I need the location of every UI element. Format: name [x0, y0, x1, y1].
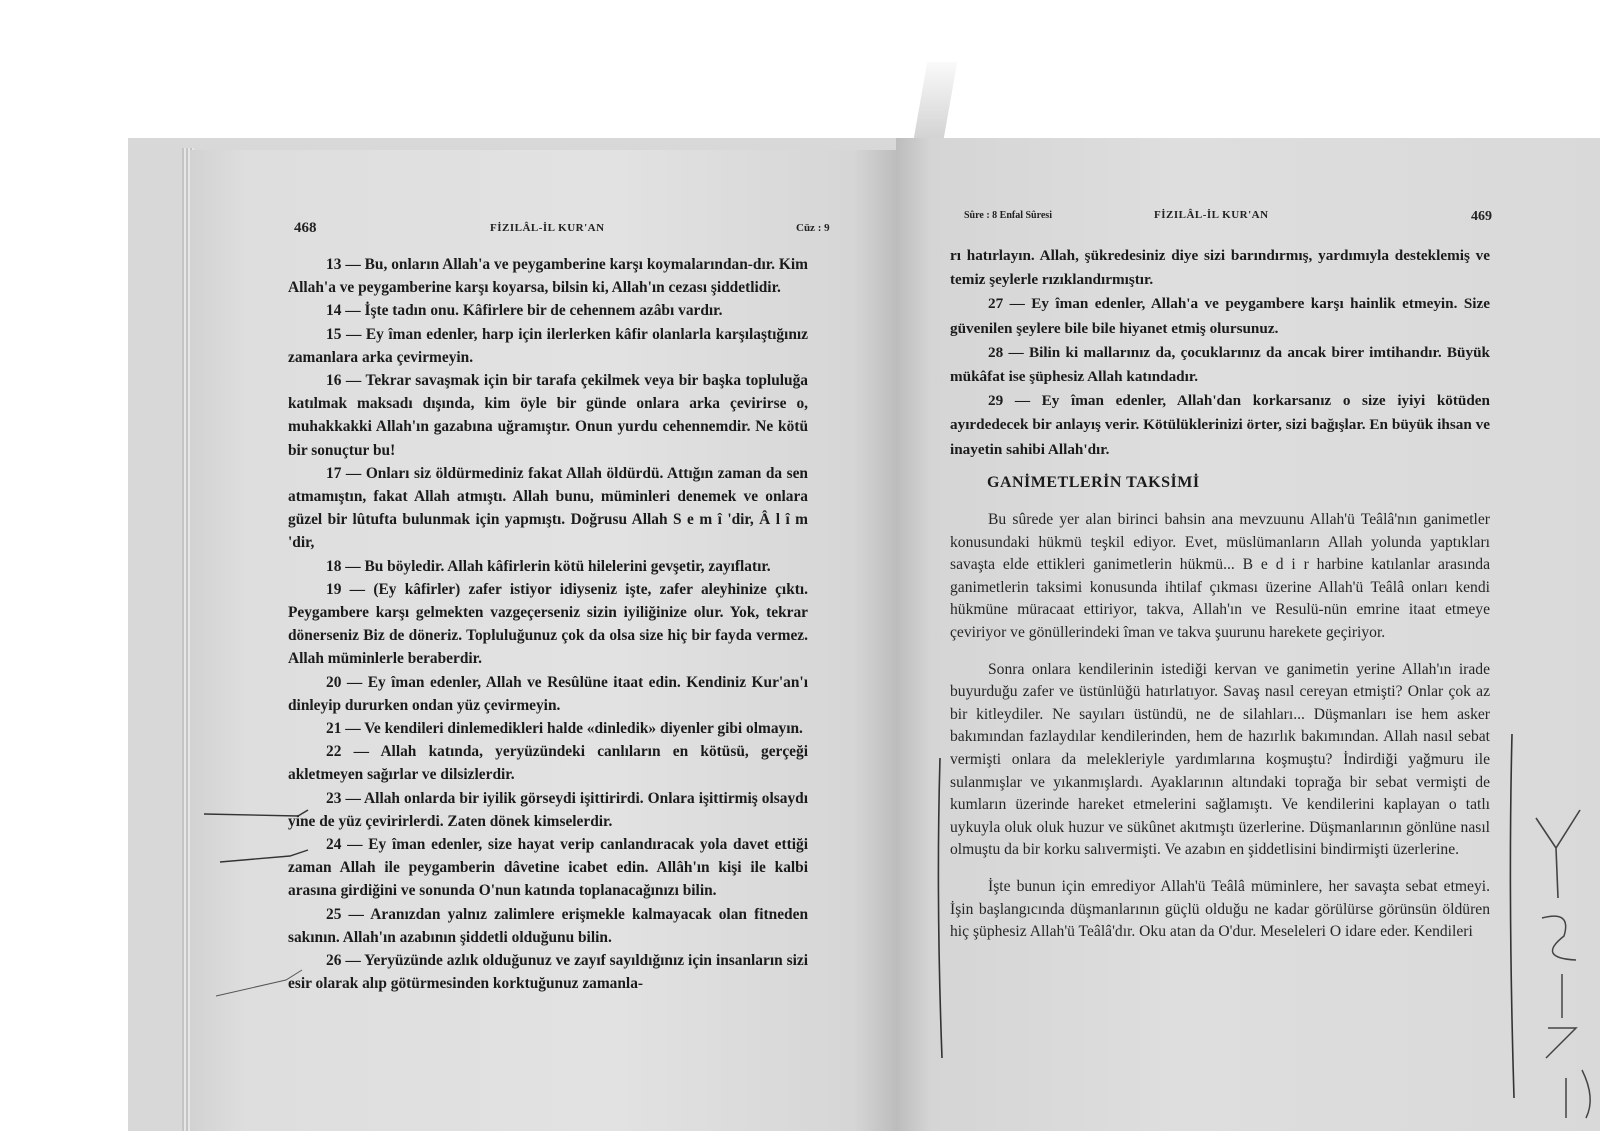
left-juz-label: Cüz : 9 — [796, 222, 830, 234]
verse-paragraph: 13 — Bu, onların Allah'a ve peygamberine karşı koymalarından-dır. Kim Allah'a ve peygamberine karşı koyarsa, bilsin ki, Allah'ın cezası şiddetlidir. — [288, 256, 808, 297]
verse-paragraph: 25 — Aranızdan yalnız zalimlere erişmekle kalmayacak olan fitneden sakının. Allah'ın azabının şiddetli olduğunu bilin. — [288, 905, 808, 946]
right-running-title: FİZILÂL-İL KUR'AN — [1154, 209, 1269, 221]
handwritten-note — [896, 698, 1600, 1131]
right-sura-label: Sûre : 8 Enfal Sûresi — [964, 210, 1052, 221]
verse-paragraph: 24 — Ey îman edenler, size hayat verip canlandıracak yola davet ettiği zaman Allah ile peygamberin dâvetine icabet edin. Allâh'ın kişi ile kalbi arasına girdiğini ve sonunda O'nun katında toplanacağınızı bilin. — [288, 836, 808, 900]
right-page — [896, 138, 1600, 1131]
commentary-paragraph: Bu sûrede yer alan birinci bahsin ana mevzuunu Allah'ü Teâlâ'nın ganimetler konusundaki hükmü teşkil ediyor. Evet, müslümanların Allah yolunda yaptıkları savaşta elde ettikleri ganimetlerin hükmü... B e d i r harbine katılanlar arasında ganimetlerin taksimi konusunda ihtilaf çıkması üzerine Allah'ü Teâlâ onları kendi hükmüne müracaat ettiriyor, takva, Allah'ın ve Resulü-nün emrine itaat etmeye çeviriyor ve gönüllerindeki îman ve takva şuurunu harekete geçiriyor. — [950, 511, 1490, 641]
verse-paragraph: 21 — Ve kendileri dinlemedikleri halde «dinledik» diyenler gibi olmayın. — [326, 720, 803, 738]
verse-paragraph: 29 — Ey îman edenler, Allah'dan korkarsanız o size iyiyi kötüden ayırdedecek bir anlayış verir. Kötülüklerinizi örter, sizi bağışlar. En büyük ihsan ve inayetin sahibi Allah'dır. — [950, 392, 1490, 458]
verse-paragraph: 14 — İşte tadın onu. Kâfirlere bir de cehennem azâbı vardır. — [326, 302, 723, 320]
verse-paragraph: 19 — (Ey kâfirler) zafer istiyor idiyseniz işte, zafer aleyhinize çıktı. Peygambere karşı gelmekten vazgeçerseniz sizin iyiliğinize olur. Yok, tekrar dönerseniz Biz de döneriz. Topluluğunuz çok da olsa size hiç bir fayda vermez. Allah müminlerle beraberdir. — [288, 580, 808, 668]
section-heading: GANİMETLERİN TAKSİMİ — [987, 474, 1200, 491]
pencil-margin-marks — [190, 770, 330, 1020]
verse-paragraph: 26 — Yeryüzünde azlık olduğunuz ve zayıf sayıldığınız için insanların sizi esir olarak alıp götürmesinden korktuğunuz zamanla- — [288, 952, 808, 993]
verse-paragraph: 16 — Tekrar savaşmak için bir tarafa çekilmek veya bir başka topluluğa katılmak maksadı dışında, kim öyle bir günde onlara arka çevirirse o, muhakkakki Allah'ın gazabına uğramıştır. Onun yurdu cehennemdir. Ne kötü bir sonuçtur bu! — [288, 372, 808, 459]
commentary-paragraph: Sonra onlara kendilerinin istediği kervan ve ganimetin yerine Allah'ın irade buyurduğu zafer ve üstünlüğü hatırlatıyor. Savaş nasıl cereyan etmişti? Onlar çok az bir kitleydiler. Ne sayıları üstündü, ne de silahları... Düşmanları ise hem asker bakımından fazlaydılar kendilerinden, hem de hazırlık bakımından. Allah nasıl sebat vermişti onlara da melekleriyle yardımlarına koşmuştu? İndirdiği yağmuru ile sulanmışlar ve yıkanmışlardı. Ayaklarının altındaki toprağa bir sebat vermişti de kumların üzerinde hareket etmelerini sağlamıştı. Ve kendilerini kaplayan o tatlı uykuyla oluk oluk huzur ve sükûnet akıtmıştı üzerlerine. Düşmanlarının gönlüne nasıl olmuştu da bir korku salıvermişti. Ve azabın en şiddetlisini bindirmişti üzerlerine. — [950, 660, 1490, 859]
verse-paragraph: 22 — Allah katında, yeryüzündeki canlıların en kötüsü, gerçeği akletmeyen sağırlar ve dilsizlerdir. — [288, 743, 808, 784]
left-page — [190, 150, 896, 1131]
left-page-number: 468 — [294, 220, 317, 236]
verse-paragraph: 23 — Allah onlarda bir iyilik görseydi işittirirdi. Onlara işittirmiş olsaydı yine de yüz çevirirlerdi. Zaten dönek kimselerdir. — [288, 789, 808, 830]
verse-paragraph: 15 — Ey îman edenler, harp için ilerlerken kâfir olanlarla karşılaştığınız zamanlara arka çevirmeyin. — [288, 325, 808, 366]
verse-paragraph: rı hatırlayın. Allah, şükredesiniz diye sizi barındırmış, yardımıyla desteklemiş ve temiz şeylerle rızıklandırmıştır. — [950, 247, 1490, 289]
verse-paragraph: 27 — Ey îman edenler, Allah'a ve peygambere karşı hainlik etmeyin. Size güvenilen şeylere bile bile hiyanet etmiş olursunuz. — [950, 295, 1490, 337]
verse-paragraph: 17 — Onları siz öldürmediniz fakat Allah öldürdü. Attığın zaman da sen atmamıştın, fakat Allah atmıştı. Allah bunu, müminleri denemek ve onlara güzel bir lûtufta bulunmak için yapmıştı. Doğrusu Allah S e m î 'dir, Â l î m 'dir, — [288, 464, 808, 552]
verse-paragraph: 18 — Bu böyledir. Allah kâfirlerin kötü hilelerini gevşetir, zayıflatır. — [326, 557, 771, 575]
commentary-paragraph: İşte bunun için emrediyor Allah'ü Teâlâ müminlere, her savaşta sebat etmeyi. İşin başlangıcında düşmanlarının güçlü olduğu ne kadar görülürse görünsün öldüren hiç şüphesiz Allah'ü Teâlâ'dır. Oku atan da O'dur. Meseleleri O idare eder. Kendileri — [950, 877, 1490, 941]
right-page-number: 469 — [1471, 209, 1492, 224]
verse-paragraph: 28 — Bilin ki mallarınız da, çocuklarınız da ancak birer imtihandır. Büyük mükâfat ise şüphesiz Allah katındadır. — [950, 343, 1490, 386]
left-running-title: FİZILÂL-İL KUR'AN — [490, 222, 605, 234]
bookmark-ribbon — [913, 62, 957, 144]
verse-paragraph: 20 — Ey îman edenler, Allah ve Resûlüne itaat edin. Kendiniz Kur'an'ı dinleyip dururken ondan yüz çevirmeyin. — [288, 673, 808, 714]
left-page-body — [288, 253, 808, 996]
right-verses — [950, 244, 1490, 462]
